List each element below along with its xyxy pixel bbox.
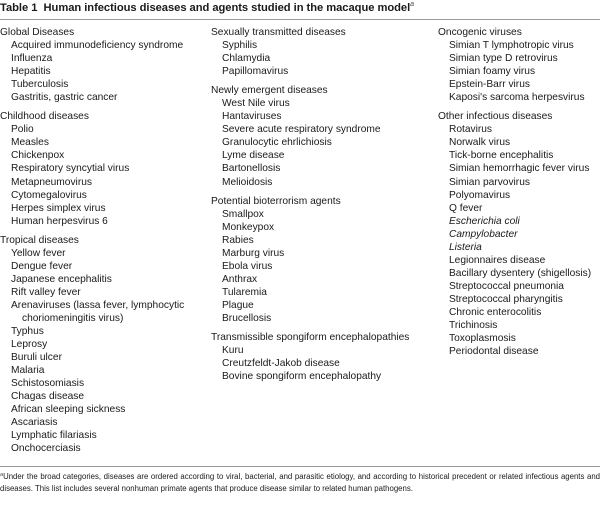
list-item: Tick-borne encephalitis <box>449 150 554 162</box>
category-heading: Childhood diseases <box>0 111 89 123</box>
table-title-text: Human infectious diseases and agents studied in the macaque model <box>43 2 411 14</box>
list-item: Ascariasis <box>11 417 58 429</box>
list-item: Schistosomiasis <box>11 378 85 390</box>
list-item: Melioidosis <box>222 176 273 188</box>
list-item: Monkeypox <box>222 221 275 233</box>
category-group <box>0 110 205 227</box>
list-item: Lyme disease <box>222 150 285 162</box>
list-item: Malaria <box>11 365 45 377</box>
list-item: Chronic enterocolitis <box>449 306 542 318</box>
category-heading: Newly emergent diseases <box>211 85 328 97</box>
bottom-rule <box>0 466 600 467</box>
list-item: West Nile virus <box>222 98 290 110</box>
list-item: Tularemia <box>222 286 267 298</box>
category-heading: Transmissible spongiform encephalopathies <box>211 332 410 344</box>
list-item: Leprosy <box>11 339 48 351</box>
list-item: Tuberculosis <box>11 79 69 91</box>
table-label: Table 1 <box>0 2 38 14</box>
list-item: Hepatitis <box>11 66 51 78</box>
category-group <box>0 26 205 104</box>
list-item: Buruli ulcer <box>11 352 62 364</box>
list-item: Toxoplasmosis <box>449 333 516 345</box>
list-item: Simian parvovirus <box>449 176 530 188</box>
category-group <box>211 331 436 383</box>
list-item: Anthrax <box>222 273 258 285</box>
table-title <box>0 1 414 14</box>
list-item: Campylobacter <box>449 228 518 240</box>
list-item: Yellow fever <box>11 247 66 259</box>
list-item: Simian hemorrhagic fever virus <box>449 163 590 175</box>
list-item: Brucellosis <box>222 312 272 324</box>
list-item: Arenaviruses (lassa fever, lymphocytic choriomeningitis virus) <box>11 299 185 324</box>
list-item: Syphilis <box>222 40 258 52</box>
list-item: Granulocytic ehrlichiosis <box>222 137 332 149</box>
list-item: Epstein-Barr virus <box>449 79 530 91</box>
list-item: Chlamydia <box>222 53 271 65</box>
column-1 <box>0 26 205 462</box>
category-group <box>438 110 600 358</box>
category-heading: Potential bioterrorism agents <box>211 195 341 207</box>
list-item: Onchocerciasis <box>11 443 81 455</box>
list-item: Kuru <box>222 345 244 357</box>
list-item: Simian T lymphotropic virus <box>449 40 574 52</box>
list-item: Plague <box>222 299 254 311</box>
category-heading: Other infectious diseases <box>438 111 553 123</box>
list-item: Escherichia coli <box>449 215 520 227</box>
list-item: Creutzfeldt-Jakob disease <box>222 358 340 370</box>
list-item: Papillomavirus <box>222 66 289 78</box>
list-item: Q fever <box>449 202 483 214</box>
list-item: Respiratory syncytial virus <box>11 163 130 175</box>
category-heading: Tropical diseases <box>0 234 79 246</box>
list-item: Simian type D retrovirus <box>449 53 558 65</box>
category-group <box>211 84 436 188</box>
category-heading: Oncogenic viruses <box>438 27 522 38</box>
list-item: Rotavirus <box>449 124 493 136</box>
list-item: Japanese encephalitis <box>11 273 112 285</box>
list-item: Legionnaires disease <box>449 254 546 266</box>
column-3 <box>438 26 600 364</box>
list-item: Typhus <box>11 326 44 338</box>
list-item: Gastritis, gastric cancer <box>11 92 118 104</box>
list-item: Periodontal disease <box>449 346 539 358</box>
footnote-marker-ref: a <box>0 472 4 478</box>
list-item: African sleeping sickness <box>11 404 126 416</box>
list-item: Norwalk virus <box>449 137 511 149</box>
footnote-text: Under the broad categories, diseases are ordered according to viral, bacterial, and parasitic etiology, and according to historical precedent or related infectious agents and diseases. This list includes several nonhuman primate agents that produce disease similar to related human pathogens. <box>0 472 600 493</box>
list-item: Polio <box>11 124 34 136</box>
list-item: Hantaviruses <box>222 111 282 123</box>
list-item: Bartonellosis <box>222 163 281 175</box>
list-item: Streptococcal pneumonia <box>449 280 564 292</box>
category-heading: Global Diseases <box>0 27 75 38</box>
list-item: Acquired immunodeficiency syndrome <box>11 40 184 52</box>
list-item: Lymphatic filariasis <box>11 430 97 442</box>
list-item: Herpes simplex virus <box>11 202 106 214</box>
list-item: Rabies <box>222 234 254 246</box>
category-group <box>211 195 436 325</box>
list-item: Polyomavirus <box>449 189 511 201</box>
list-item: Smallpox <box>222 208 264 220</box>
list-item: Severe acute respiratory syndrome <box>222 124 381 136</box>
list-item: Ebola virus <box>222 260 273 272</box>
list-item: Listeria <box>449 241 482 253</box>
list-item: Simian foamy virus <box>449 66 536 78</box>
top-rule <box>0 19 600 20</box>
list-item: Trichinosis <box>449 320 498 332</box>
list-item: Bacillary dysentery (shigellosis) <box>449 267 592 279</box>
list-item: Metapneumovirus <box>11 176 92 188</box>
list-item: Human herpesvirus 6 <box>11 215 108 227</box>
column-2 <box>211 26 436 389</box>
list-item: Streptococcal pharyngitis <box>449 293 563 305</box>
list-item: Marburg virus <box>222 247 285 259</box>
list-item: Chickenpox <box>11 150 65 162</box>
list-item: Measles <box>11 137 49 149</box>
footnote-marker: a <box>410 1 414 8</box>
list-item: Chagas disease <box>11 391 85 403</box>
category-group <box>438 26 600 104</box>
list-item: Kaposi's sarcoma herpesvirus <box>449 92 585 104</box>
list-item: Dengue fever <box>11 260 73 272</box>
category-heading: Sexually transmitted diseases <box>211 27 346 38</box>
category-group <box>211 26 436 78</box>
list-item: Cytomegalovirus <box>11 189 87 201</box>
category-group <box>0 234 205 456</box>
list-item: Rift valley fever <box>11 286 81 298</box>
list-item: Bovine spongiform encephalopathy <box>222 371 382 383</box>
list-item: Influenza <box>11 53 53 65</box>
table-footnote <box>0 469 600 495</box>
